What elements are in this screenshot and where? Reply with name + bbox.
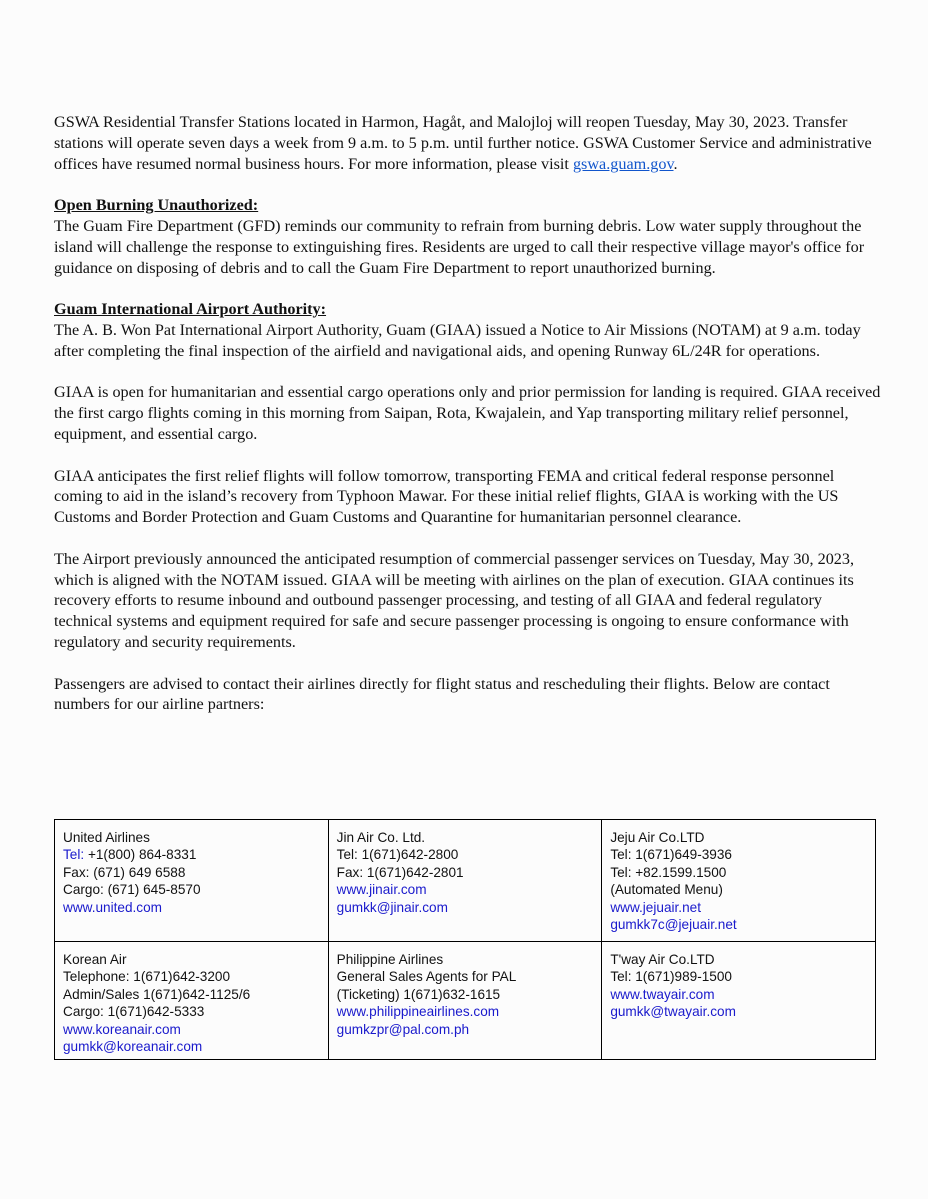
jeju-tel-2: Tel: +82.1599.1500 — [610, 864, 727, 880]
table-row — [55, 942, 876, 1060]
jinair-email-link[interactable]: gumkk@jinair.com — [336, 899, 448, 915]
airline-cell-korean — [55, 942, 329, 1060]
united-tel-value: +1(800) 864-8331 — [87, 847, 197, 863]
airline-name: Jeju Air Co.LTD — [610, 830, 705, 845]
tway-web-link[interactable]: www.twayair.com — [610, 986, 715, 1002]
document-body — [54, 112, 884, 736]
pal-web-link[interactable]: www.philippineairlines.com — [336, 1004, 500, 1020]
airline-cell-jinair — [328, 820, 602, 942]
united-tel-label: Tel: — [63, 847, 88, 863]
tway-tel: Tel: 1(671)989-1500 — [610, 969, 732, 985]
jeju-email-link[interactable]: gumkk7c@jejuair.net — [610, 917, 737, 933]
jinair-web-link[interactable]: www.jinair.com — [336, 882, 427, 898]
jinair-tel: Tel: 1(671)642-2800 — [336, 847, 459, 863]
pal-gsa: General Sales Agents for PAL — [336, 969, 517, 985]
airline-name: Jin Air Co. Ltd. — [336, 830, 426, 845]
united-tel — [63, 846, 320, 863]
pal-email-link[interactable]: gumkzpr@pal.com.ph — [336, 1021, 470, 1037]
korean-web-link[interactable]: www.koreanair.com — [63, 1021, 181, 1037]
open-burning-heading: Open Burning Unauthorized: — [54, 196, 259, 215]
airport-notam-paragraph: The A. B. Won Pat International Airport Authority, Guam (GIAA) issued a Notice to Air Missions (NOTAM) at 9 a.m. today after completing the final inspection of the airfield and navigational aids, and opening Runway 6L/24R for operations. — [54, 320, 861, 360]
airline-contacts-table — [54, 819, 876, 1060]
united-web-link[interactable]: www.united.com — [63, 899, 162, 915]
airport-resumption-paragraph: The Airport previously announced the anticipated resumption of commercial passenger services on Tuesday, May 30, 2023, which is aligned with the NOTAM issued. GIAA will be meeting with airlines on the plan of execution. GIAA continues its recovery efforts to resume inbound and outbound passenger processing, and testing of all GIAA and federal regulatory technical systems and equipment required for safe and secure passenger processing is ongoing to ensure conformance with regulatory and security requirements. — [54, 549, 855, 651]
jinair-fax: Fax: 1(671)642-2801 — [336, 864, 464, 880]
jeju-web-link[interactable]: www.jejuair.net — [610, 899, 701, 915]
jeju-tel-1: Tel: 1(671)649-3936 — [610, 847, 732, 863]
table-row — [55, 820, 876, 942]
airline-name: Korean Air — [63, 952, 127, 967]
airport-authority-heading: Guam International Airport Authority: — [54, 300, 327, 319]
airport-cargo-paragraph: GIAA is open for humanitarian and essential cargo operations only and prior permission for landing is required. GIAA received the first cargo flights coming in this morning from Saipan, Rota, Kwajalein, and Yap transporting military relief personnel, equipment, and essential cargo. — [54, 383, 881, 443]
jeju-note: (Automated Menu) — [610, 882, 723, 898]
gswa-text: GSWA Residential Transfer Stations located in Harmon, Hagåt, and Malojloj will reopen Tuesday, May 30, 2023. Transfer stations will operate seven days a week from 9 a.m. to 5 p.m. until further notice. GSWA Customer Service and administrative offices have resumed normal business hours. For more information, please visit — [54, 113, 872, 173]
korean-cargo: Cargo: 1(671)642-5333 — [63, 1004, 205, 1020]
pal-ticketing: (Ticketing) 1(671)632-1615 — [336, 986, 501, 1002]
united-fax: Fax: (671) 649 6588 — [63, 864, 186, 880]
airline-name: United Airlines — [63, 830, 150, 845]
korean-email-link[interactable]: gumkk@koreanair.com — [63, 1039, 203, 1055]
gswa-link[interactable]: gswa.guam.gov — [572, 154, 674, 173]
airline-cell-pal — [328, 942, 602, 1060]
tway-email-link[interactable]: gumkk@twayair.com — [610, 1004, 736, 1020]
airport-passenger-paragraph: Passengers are advised to contact their airlines directly for flight status and rescheduling their flights. Below are contact numbers for our airline partners: — [54, 674, 830, 714]
airline-cell-jeju — [602, 820, 876, 942]
gswa-end: . — [673, 154, 678, 173]
airline-cell-tway — [602, 942, 876, 1060]
united-cargo: Cargo: (671) 645-8570 — [63, 882, 201, 898]
gswa-paragraph — [54, 112, 884, 174]
airline-cell-united — [55, 820, 329, 942]
korean-admin: Admin/Sales 1(671)642-1125/6 — [63, 986, 251, 1002]
airline-name: T'way Air Co.LTD — [610, 952, 715, 967]
korean-tel: Telephone: 1(671)642-3200 — [63, 969, 231, 985]
airport-relief-paragraph: GIAA anticipates the first relief flights will follow tomorrow, transporting FEMA and critical federal response personnel coming to aid in the island’s recovery from Typhoon Mawar. For these initial relief flights, GIAA is working with the US Customs and Border Protection and Guam Customs and Quarantine for humanitarian personnel clearance. — [54, 466, 839, 527]
airline-name: Philippine Airlines — [336, 952, 444, 967]
open-burning-paragraph: The Guam Fire Department (GFD) reminds our community to refrain from burning debris. Low water supply throughout the island will challenge the response to extinguishing fires. Residents are urged to call their respective village mayor's office for guidance on disposing of debris and to call the Guam Fire Department to report unauthorized burning. — [54, 216, 865, 277]
